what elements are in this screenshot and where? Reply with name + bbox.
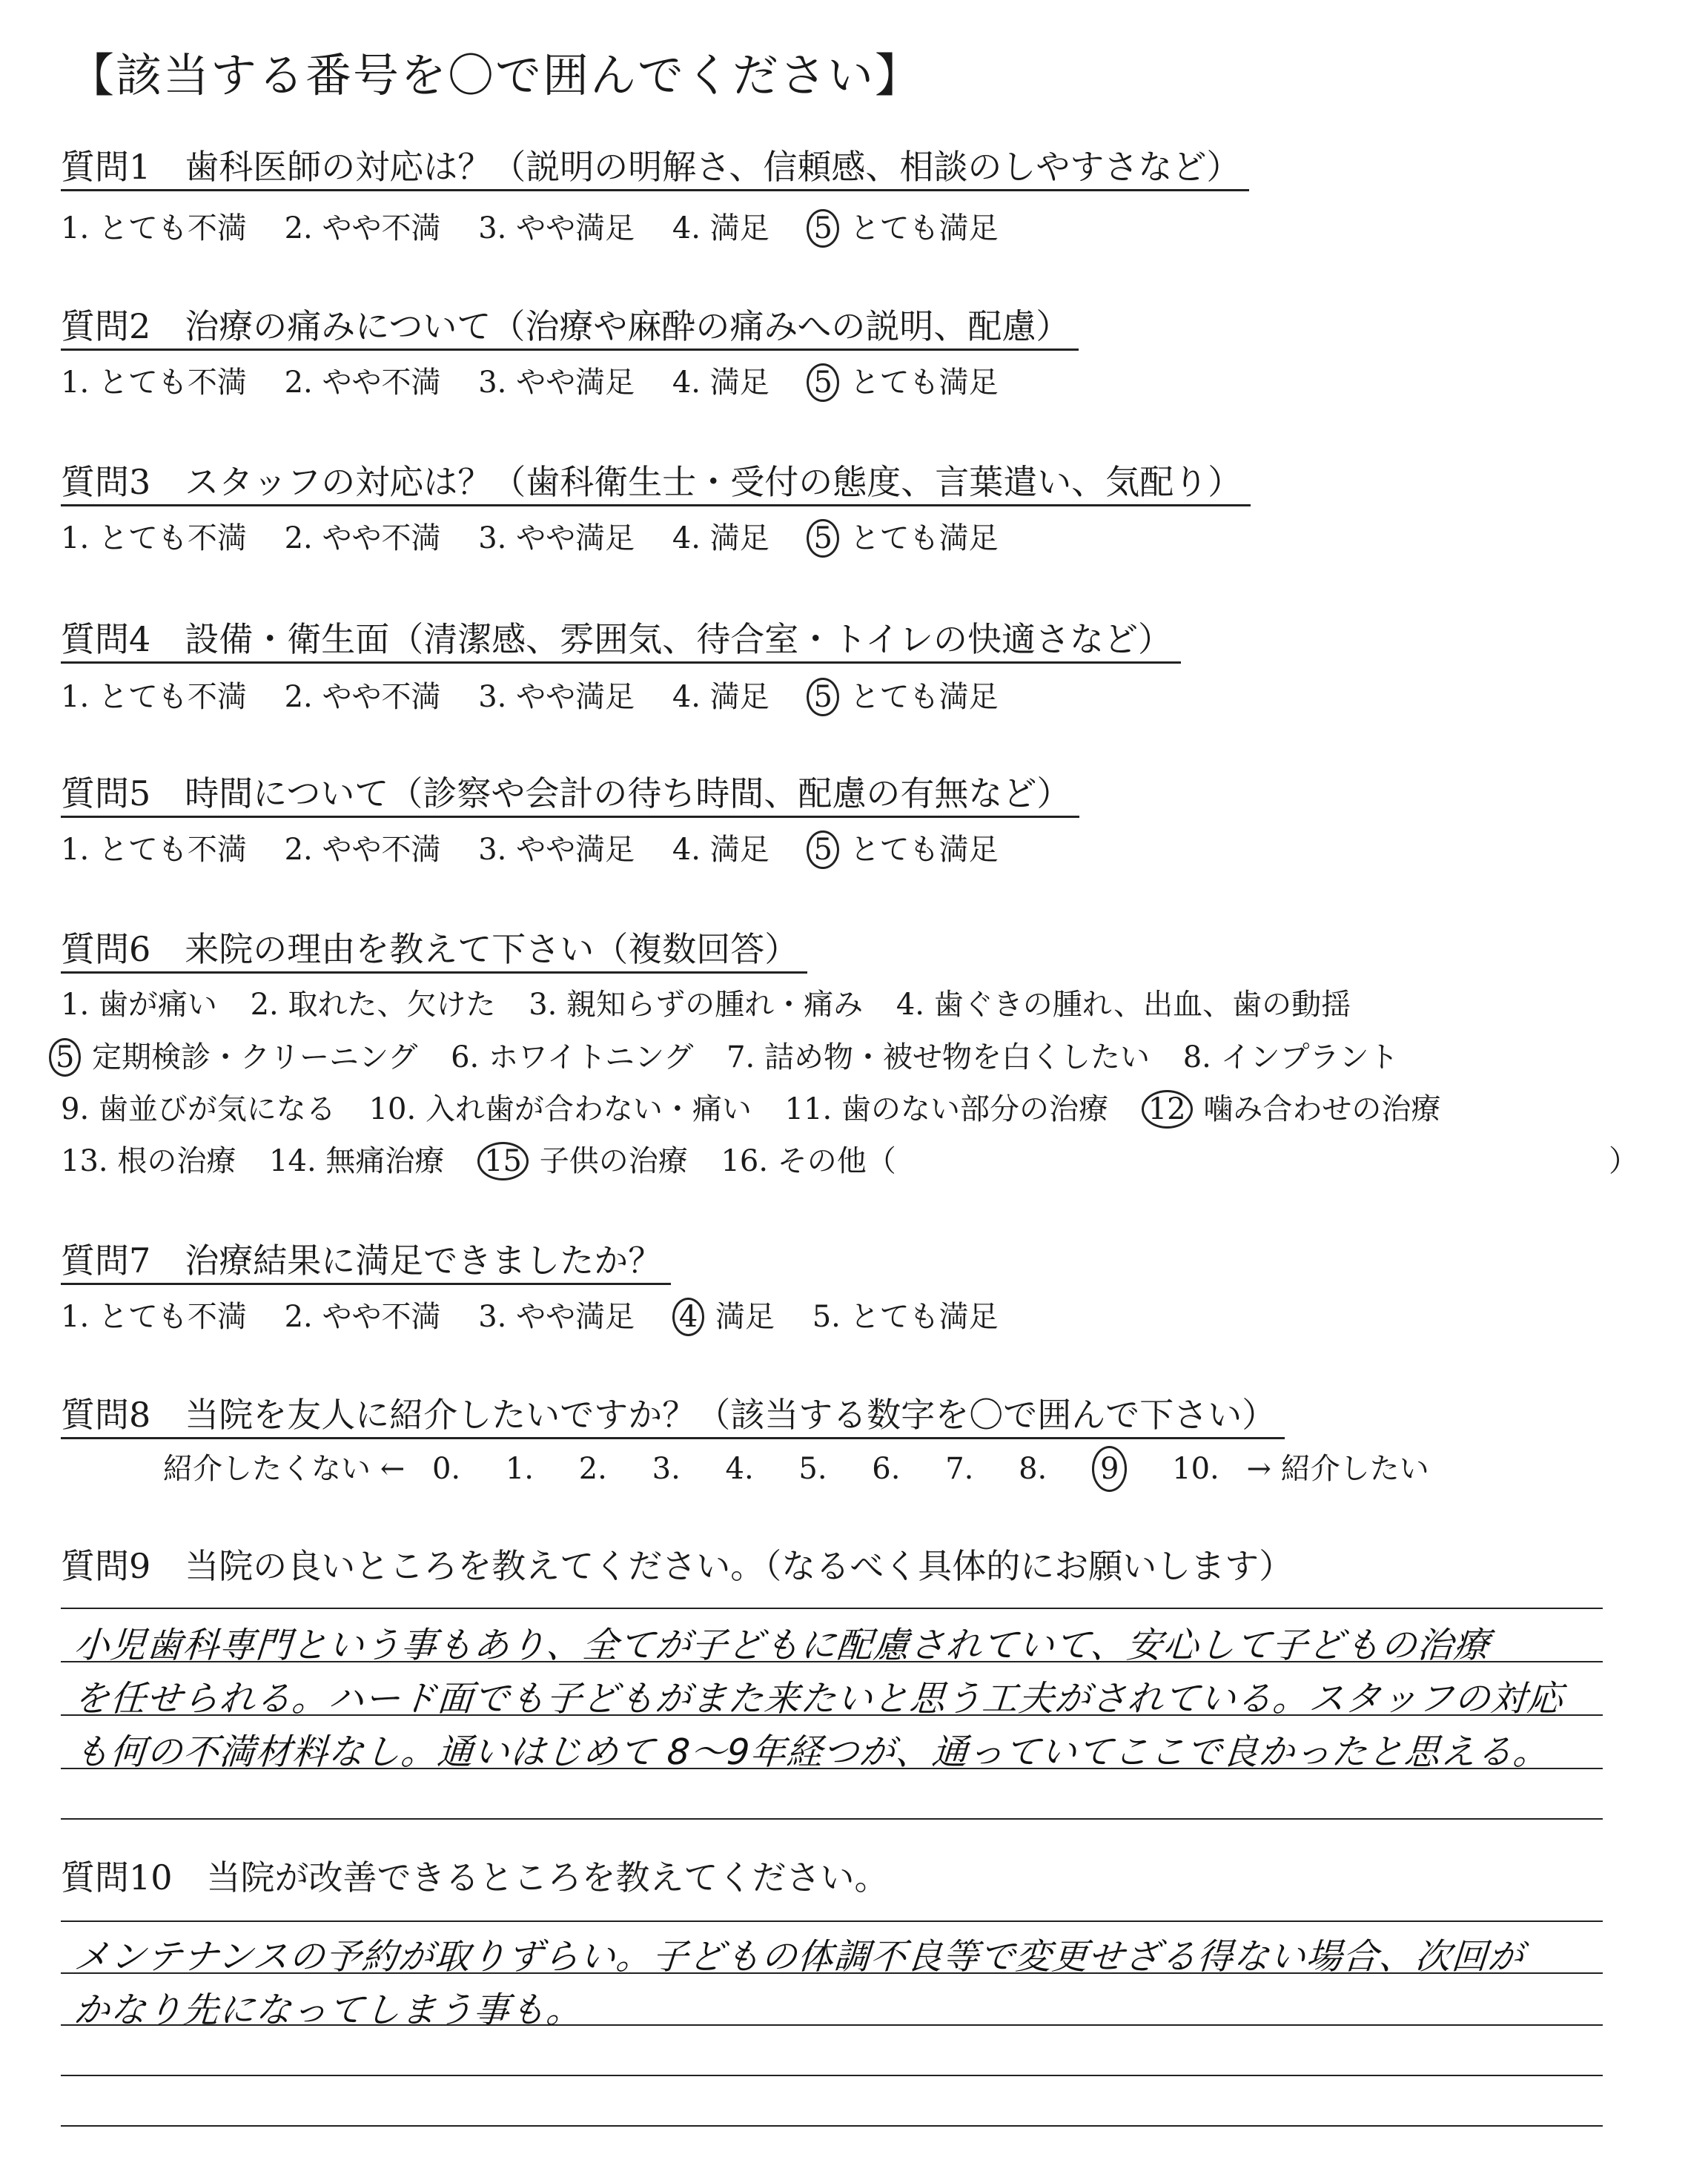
q3-option-5-selected[interactable]: 5 とても満足 (807, 518, 998, 559)
q1-option-4[interactable]: 4. 満足 (672, 211, 769, 245)
q6-row-4 (61, 1139, 1692, 1183)
q9-line-rule-4 (61, 1818, 1603, 1820)
question-8-heading: 質問8 当院を友人に紹介したいですか？（該当する数字を〇で囲んで下さい） (61, 1393, 1285, 1439)
q6-option-11[interactable]: 11. 歯のない部分の治療 (784, 1092, 1108, 1126)
q8-option-7[interactable]: 7. (945, 1452, 974, 1486)
question-7-heading: 質問7 治療結果に満足できましたか？ (61, 1238, 671, 1285)
q10-line-rule-1 (61, 1972, 1603, 1974)
q6-other-close-paren: ） (1609, 1144, 1638, 1178)
q6-option-8[interactable]: 8. インプラント (1182, 1040, 1399, 1074)
q5-option-3[interactable]: 3. やや満足 (478, 833, 635, 867)
question-2-heading: 質問2 治療の痛みについて（治療や麻酔の痛みへの説明、配慮） (61, 304, 1079, 351)
q5-option-5-selected[interactable]: 5 とても満足 (807, 829, 998, 871)
q4-option-3[interactable]: 3. やや満足 (478, 680, 635, 714)
question-10-heading: 質問10 当院が改善できるところを教えてください。 (61, 1857, 889, 1898)
q8-option-6[interactable]: 6. (872, 1452, 901, 1486)
q8-option-1[interactable]: 1. (505, 1452, 534, 1486)
q10-line-rule-4 (61, 2125, 1603, 2127)
q1-option-1[interactable]: 1. とても不満 (61, 211, 247, 245)
q5-option-4[interactable]: 4. 満足 (672, 833, 769, 867)
question-2-options (61, 362, 1027, 403)
q6-option-14[interactable]: 14. 無痛治療 (269, 1144, 445, 1178)
question-4-heading: 質問4 設備・衛生面（清潔感、雰囲気、待合室・トイレの快適さなど） (61, 617, 1181, 664)
q4-option-5-selected[interactable]: 5 とても満足 (807, 676, 998, 718)
q7-option-1[interactable]: 1. とても不満 (61, 1300, 247, 1334)
q8-left-label: 紹介したくない ← (163, 1452, 406, 1486)
q7-option-3[interactable]: 3. やや満足 (478, 1300, 635, 1334)
q5-option-2[interactable]: 2. やや不満 (284, 833, 441, 867)
q6-option-2[interactable]: 2. 取れた、欠けた (250, 988, 496, 1022)
q6-option-16[interactable]: 16. その他（ (721, 1144, 896, 1178)
q9-answer-line-2: を任せられる。ハード面でも子どもがまた来たいと思う工夫がされている。スタッフの対応 (72, 1678, 1565, 1720)
q6-row-2 (49, 1035, 1680, 1080)
question-3-heading: 質問3 スタッフの対応は？（歯科衛生士・受付の態度、言葉遣い、気配り） (61, 460, 1251, 506)
page-title: 【該当する番号を〇で囲んでください】 (68, 48, 923, 102)
question-1-heading: 質問1 歯科医師の対応は？（説明の明解さ、信頼感、相談のしやすさなど） (61, 145, 1249, 191)
q6-option-13[interactable]: 13. 根の治療 (61, 1144, 236, 1178)
q6-option-10[interactable]: 10. 入れ歯が合わない・痛い (368, 1092, 752, 1126)
q6-option-6[interactable]: 6. ホワイトニング (451, 1040, 694, 1074)
question-4-options (61, 676, 1027, 718)
q10-line-rule-0 (61, 1920, 1603, 1922)
q6-option-3[interactable]: 3. 親知らずの腫れ・痛み (529, 988, 864, 1022)
question-9-heading: 質問9 当院の良いところを教えてください。（なるべく具体的にお願いします） (61, 1546, 1294, 1586)
q9-answer-line-3: も何の不満材料なし。通いはじめて 8〜9年経つが、通っていてここで良かったと思える。 (72, 1731, 1551, 1773)
q6-option-5-selected[interactable]: 5 定期検診・クリーニング (49, 1035, 417, 1080)
q2-option-3[interactable]: 3. やや満足 (478, 366, 635, 400)
q7-option-4-selected[interactable]: 4 満足 (672, 1296, 775, 1338)
q6-option-7[interactable]: 7. 詰め物・被せ物を白くしたい (726, 1040, 1150, 1074)
q9-answer-line-1: 小児歯科専門という事もあり、全てが子どもに配慮されていて、安心して子どもの治療 (72, 1625, 1492, 1666)
q3-option-4[interactable]: 4. 満足 (672, 521, 769, 555)
q8-option-8[interactable]: 8. (1019, 1452, 1047, 1486)
q8-scale (163, 1446, 1429, 1492)
q3-option-2[interactable]: 2. やや不満 (284, 521, 441, 555)
question-1-options (61, 208, 1027, 249)
q5-option-1[interactable]: 1. とても不満 (61, 833, 247, 867)
q2-option-4[interactable]: 4. 満足 (672, 366, 769, 400)
q6-row-1 (61, 982, 1692, 1027)
q9-line-rule-0 (61, 1608, 1603, 1609)
q8-option-3[interactable]: 3. (652, 1452, 681, 1486)
q4-option-4[interactable]: 4. 満足 (672, 680, 769, 714)
q1-option-5-selected[interactable]: 5 とても満足 (807, 208, 998, 249)
q6-option-15-selected[interactable]: 15 子供の治療 (477, 1139, 688, 1183)
question-6-heading: 質問6 来院の理由を教えて下さい（複数回答） (61, 927, 807, 974)
q3-option-3[interactable]: 3. やや満足 (478, 521, 635, 555)
q6-option-12-selected[interactable]: 12 噛み合わせの治療 (1142, 1087, 1441, 1132)
q7-option-5[interactable]: 5. とても満足 (812, 1300, 999, 1334)
q1-option-2[interactable]: 2. やや不満 (284, 211, 441, 245)
q8-right-label: → 紹介したい (1246, 1452, 1429, 1486)
q2-option-2[interactable]: 2. やや不満 (284, 366, 441, 400)
q8-option-0[interactable]: 0. (431, 1452, 461, 1486)
q4-option-2[interactable]: 2. やや不満 (284, 680, 441, 714)
q6-option-9[interactable]: 9. 歯並びが気になる (61, 1092, 336, 1126)
q4-option-1[interactable]: 1. とても不満 (61, 680, 247, 714)
question-7-options (61, 1296, 1027, 1338)
q8-option-9-selected[interactable]: 9 (1092, 1446, 1127, 1492)
q10-answer-line-1: メンテナンスの予約が取りずらい。子どもの体調不良等で変更せざる得ない場合、次回が (72, 1936, 1526, 1978)
q8-option-5[interactable]: 5. (798, 1452, 827, 1486)
q9-line-rule-1 (61, 1661, 1603, 1662)
q1-option-3[interactable]: 3. やや満足 (478, 211, 635, 245)
q6-option-1[interactable]: 1. 歯が痛い (61, 988, 217, 1022)
q10-answer-line-2: かなり先になってしまう事も。 (72, 1989, 584, 2031)
q7-option-2[interactable]: 2. やや不満 (284, 1300, 441, 1334)
q6-option-4[interactable]: 4. 歯ぐきの腫れ、出血、歯の動揺 (896, 988, 1351, 1022)
q9-line-rule-3 (61, 1768, 1603, 1769)
question-5-heading: 質問5 時間について（診察や会計の待ち時間、配慮の有無など） (61, 771, 1079, 818)
q8-option-4[interactable]: 4. (725, 1452, 754, 1486)
q8-option-10[interactable]: 10. (1172, 1452, 1219, 1486)
q10-line-rule-2 (61, 2024, 1603, 2026)
q9-line-rule-2 (61, 1714, 1603, 1716)
q6-row-3 (61, 1087, 1692, 1132)
q10-line-rule-3 (61, 2075, 1603, 2076)
q3-option-1[interactable]: 1. とても不満 (61, 521, 247, 555)
q2-option-5-selected[interactable]: 5 とても満足 (807, 362, 998, 403)
question-3-options (61, 518, 1027, 559)
q8-option-2[interactable]: 2. (578, 1452, 607, 1486)
question-5-options (61, 829, 1027, 871)
q2-option-1[interactable]: 1. とても不満 (61, 366, 247, 400)
